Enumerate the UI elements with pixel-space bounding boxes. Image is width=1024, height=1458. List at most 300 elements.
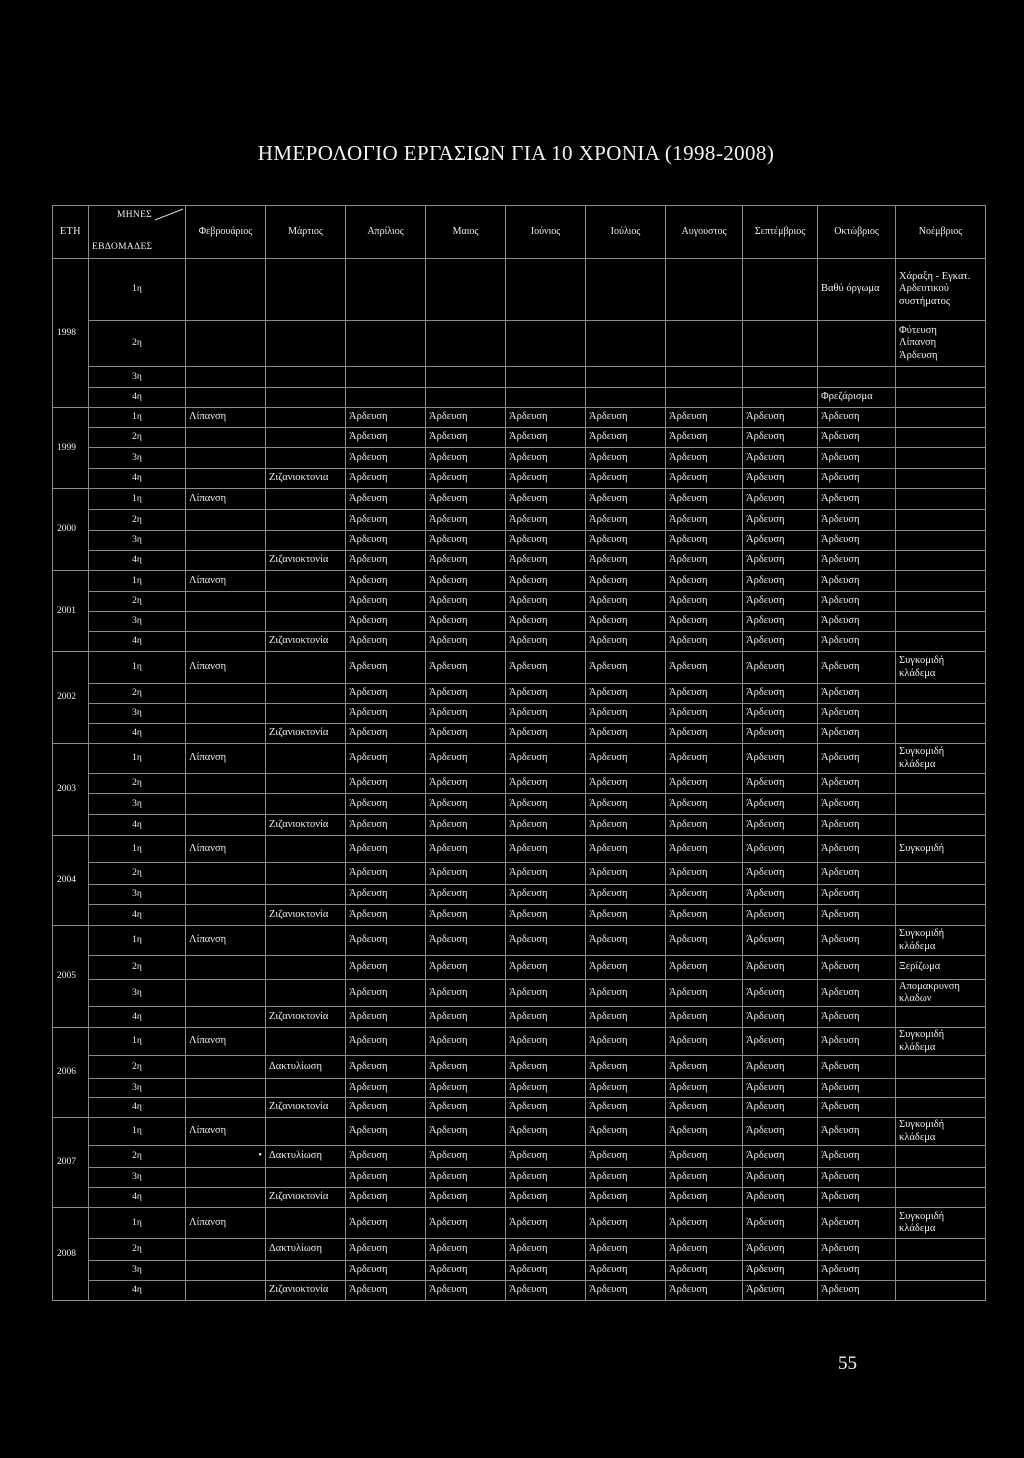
table-cell: Άρδευση [818, 408, 896, 428]
week-label: 1η [89, 408, 186, 428]
table-cell: Ζιζανιοκτονία [266, 1007, 346, 1028]
table-row [53, 551, 986, 571]
table-cell: Άρδευση [346, 612, 426, 632]
table-cell: Άρδευση [506, 744, 586, 774]
table-cell [896, 1239, 986, 1261]
table-cell [186, 724, 266, 744]
table-cell: Άρδευση [743, 980, 818, 1007]
table-cell [266, 926, 346, 956]
table-cell [896, 704, 986, 724]
table-cell: Άρδευση [346, 1118, 426, 1146]
table-cell [743, 367, 818, 388]
months-header-label: ΜΗΝΕΣ [117, 210, 153, 220]
table-cell: Άρδευση [426, 531, 506, 551]
table-cell: Άρδευση [818, 724, 896, 744]
table-cell: Άρδευση [506, 1118, 586, 1146]
table-cell: Άρδευση [506, 863, 586, 885]
table-row [53, 612, 986, 632]
table-cell: Άρδευση [666, 428, 743, 448]
table-cell: Άρδευση [426, 1056, 506, 1079]
table-cell: Άρδευση [346, 863, 426, 885]
page-number: 55 [838, 1353, 857, 1374]
table-cell: Άρδευση [743, 885, 818, 905]
table-cell: Άρδευση [346, 905, 426, 926]
table-cell: Άρδευση [743, 1146, 818, 1168]
table-cell [896, 1098, 986, 1118]
table-cell: Άρδευση [506, 1098, 586, 1118]
table-cell: Ζιζανιοκτονία [266, 551, 346, 571]
table-cell [186, 956, 266, 980]
table-cell [266, 980, 346, 1007]
table-cell: Άρδευση [586, 926, 666, 956]
year-label: 2001 [53, 571, 89, 652]
table-cell: Άρδευση [818, 836, 896, 863]
table-cell: Άρδευση [818, 1007, 896, 1028]
table-cell [896, 367, 986, 388]
week-label: 1η [89, 1208, 186, 1239]
table-cell: Άρδευση [426, 926, 506, 956]
table-cell: Άρδευση [586, 1188, 666, 1208]
week-label: 3η [89, 980, 186, 1007]
table-cell [186, 612, 266, 632]
table-cell: Άρδευση [426, 885, 506, 905]
table-body [53, 259, 986, 1301]
table-cell: Άρδευση [506, 489, 586, 510]
table-cell: Άρδευση [666, 836, 743, 863]
table-cell [896, 510, 986, 531]
table-cell [186, 510, 266, 531]
table-cell: Συγκομιδή κλάδεμα [896, 926, 986, 956]
table-cell [186, 592, 266, 612]
table-cell [266, 885, 346, 905]
table-cell: Άρδευση [506, 1281, 586, 1301]
table-cell: Συγκομιδή κλάδεμα [896, 652, 986, 684]
table-cell [896, 632, 986, 652]
table-cell: Άρδευση [586, 836, 666, 863]
table-cell: Λίπανση [186, 652, 266, 684]
table-cell [266, 612, 346, 632]
table-cell: Άρδευση [426, 774, 506, 794]
table-cell: Άρδευση [666, 1168, 743, 1188]
table-cell [346, 321, 426, 367]
table-cell [186, 632, 266, 652]
table-cell [346, 388, 426, 408]
table-cell: Άρδευση [818, 794, 896, 815]
table-cell: Άρδευση [506, 704, 586, 724]
table-cell: Άρδευση [346, 1079, 426, 1098]
table-row [53, 684, 986, 704]
table-cell [818, 367, 896, 388]
table-cell: Συγκομιδή [896, 836, 986, 863]
year-label: 2002 [53, 652, 89, 744]
table-cell [896, 1056, 986, 1079]
table-row [53, 408, 986, 428]
table-cell: Άρδευση [666, 632, 743, 652]
table-cell: Άρδευση [506, 408, 586, 428]
table-cell: Άρδευση [666, 885, 743, 905]
table-cell [186, 551, 266, 571]
table-row [53, 259, 986, 321]
table-cell: Άρδευση [586, 1079, 666, 1098]
table-cell: Άρδευση [818, 531, 896, 551]
table-cell [506, 388, 586, 408]
table-cell [346, 259, 426, 321]
table-cell: Άρδευση [506, 510, 586, 531]
table-cell: Άρδευση [586, 1239, 666, 1261]
table-cell: Άρδευση [346, 469, 426, 489]
table-cell: Άρδευση [666, 926, 743, 956]
week-label: 1η [89, 652, 186, 684]
table-cell: Άρδευση [506, 448, 586, 469]
table-row [53, 863, 986, 885]
year-label: 2007 [53, 1118, 89, 1208]
month-header-jul: Ιούλιος [586, 206, 666, 259]
table-cell: Άρδευση [666, 1079, 743, 1098]
table-cell: Άρδευση [346, 489, 426, 510]
table-cell: Άρδευση [426, 1239, 506, 1261]
table-cell: Άρδευση [743, 704, 818, 724]
table-cell [186, 428, 266, 448]
month-header-apr: Απρίλιος [346, 206, 426, 259]
table-cell: Άρδευση [346, 836, 426, 863]
table-cell: Άρδευση [666, 1281, 743, 1301]
table-cell: Άρδευση [346, 704, 426, 724]
table-row [53, 1007, 986, 1028]
table-cell: Άρδευση [743, 836, 818, 863]
table-cell: Άρδευση [743, 612, 818, 632]
table-cell: Άρδευση [818, 956, 896, 980]
table-cell [266, 794, 346, 815]
table-cell: Άρδευση [743, 815, 818, 836]
table-cell: Άρδευση [426, 469, 506, 489]
table-cell: Άρδευση [743, 571, 818, 592]
table-cell: Άρδευση [666, 815, 743, 836]
table-cell [186, 531, 266, 551]
table-cell: Άρδευση [346, 1281, 426, 1301]
table-cell: Λίπανση [186, 489, 266, 510]
table-cell: Άρδευση [586, 652, 666, 684]
year-label: 2006 [53, 1028, 89, 1118]
table-cell: Άρδευση [743, 1208, 818, 1239]
week-label: 4η [89, 905, 186, 926]
table-cell: Άρδευση [346, 1261, 426, 1281]
week-label: 1η [89, 571, 186, 592]
table-cell: Άρδευση [586, 1098, 666, 1118]
table-row [53, 1056, 986, 1079]
table-cell: Άρδευση [818, 510, 896, 531]
week-label: 2η [89, 321, 186, 367]
table-cell: Άρδευση [666, 531, 743, 551]
table-cell [896, 863, 986, 885]
table-cell: Άρδευση [506, 551, 586, 571]
table-cell: Ζιζανιοκτονια [266, 469, 346, 489]
table-cell: Άρδευση [426, 684, 506, 704]
table-row [53, 571, 986, 592]
table-cell [186, 1098, 266, 1118]
table-cell [896, 571, 986, 592]
table-cell [186, 684, 266, 704]
table-cell: Άρδευση [666, 1118, 743, 1146]
month-header-oct: Οκτώβριος [818, 206, 896, 259]
table-cell: Άρδευση [346, 1146, 426, 1168]
table-cell [426, 259, 506, 321]
week-label: 4η [89, 815, 186, 836]
table-cell: Συγκομιδή κλάδεμα [896, 1118, 986, 1146]
table-cell [266, 1261, 346, 1281]
table-cell: Άρδευση [743, 428, 818, 448]
table-cell [896, 1188, 986, 1208]
table-cell: Άρδευση [818, 815, 896, 836]
table-cell [186, 1261, 266, 1281]
table-cell: Άρδευση [426, 1079, 506, 1098]
table-cell: Λίπανση [186, 408, 266, 428]
table-cell: Άρδευση [818, 1261, 896, 1281]
table-cell: Άρδευση [743, 632, 818, 652]
table-row [53, 744, 986, 774]
table-cell: Άρδευση [586, 863, 666, 885]
table-cell: Άρδευση [506, 815, 586, 836]
table-cell: Άρδευση [818, 1056, 896, 1079]
table-cell: Άρδευση [818, 551, 896, 571]
table-row [53, 1146, 986, 1168]
table-cell [266, 1079, 346, 1098]
table-cell [266, 408, 346, 428]
table-cell [818, 321, 896, 367]
table-cell: Άρδευση [818, 1208, 896, 1239]
table-row [53, 815, 986, 836]
week-label: 2η [89, 428, 186, 448]
table-cell [896, 1007, 986, 1028]
table-row [53, 980, 986, 1007]
table-cell: Άρδευση [506, 885, 586, 905]
table-cell: Άρδευση [666, 1028, 743, 1056]
table-cell: Άρδευση [666, 956, 743, 980]
table-cell: Άρδευση [346, 571, 426, 592]
table-cell: Άρδευση [818, 1239, 896, 1261]
table-cell: Ζιζανιοκτονία [266, 632, 346, 652]
table-cell: Άρδευση [818, 1188, 896, 1208]
table-cell [896, 592, 986, 612]
table-cell: Άρδευση [666, 510, 743, 531]
table-cell [506, 367, 586, 388]
table-cell: Ξερίζωμα [896, 956, 986, 980]
week-label: 2η [89, 684, 186, 704]
table-cell [896, 448, 986, 469]
table-cell: Άρδευση [818, 428, 896, 448]
table-cell [266, 652, 346, 684]
table-cell: Άρδευση [666, 1208, 743, 1239]
table-cell: Άρδευση [818, 1168, 896, 1188]
table-cell: Άρδευση [586, 724, 666, 744]
month-header-feb: Φεβρουάριος [186, 206, 266, 259]
year-label: 2008 [53, 1208, 89, 1301]
table-row [53, 428, 986, 448]
table-cell: Άρδευση [818, 1118, 896, 1146]
table-cell [266, 367, 346, 388]
table-cell [266, 321, 346, 367]
table-cell [186, 1079, 266, 1098]
table-cell: Άρδευση [586, 1261, 666, 1281]
table-cell: Άρδευση [346, 408, 426, 428]
table-cell: Άρδευση [586, 885, 666, 905]
table-cell: Άρδευση [426, 1188, 506, 1208]
table-cell: Άρδευση [666, 469, 743, 489]
table-cell: Άρδευση [666, 1007, 743, 1028]
table-cell: Άρδευση [743, 1028, 818, 1056]
year-label: 2000 [53, 489, 89, 571]
table-cell: Άρδευση [506, 836, 586, 863]
table-cell: Λίπανση [186, 1118, 266, 1146]
table-cell: Άρδευση [743, 592, 818, 612]
table-cell [186, 815, 266, 836]
table-cell: Άρδευση [818, 684, 896, 704]
table-cell: Άρδευση [506, 1208, 586, 1239]
table-cell: Άρδευση [818, 885, 896, 905]
table-cell: Άρδευση [743, 774, 818, 794]
table-cell: Άρδευση [346, 632, 426, 652]
table-cell: Άρδευση [506, 794, 586, 815]
table-cell: Άρδευση [426, 1146, 506, 1168]
table-cell: Άρδευση [586, 794, 666, 815]
table-cell [896, 469, 986, 489]
table-cell: Άρδευση [666, 448, 743, 469]
table-cell: Άρδευση [666, 571, 743, 592]
table-cell [186, 1281, 266, 1301]
table-cell: Άρδευση [506, 632, 586, 652]
table-cell [896, 1146, 986, 1168]
table-cell: Άρδευση [818, 489, 896, 510]
table-cell [186, 469, 266, 489]
week-label: 3η [89, 794, 186, 815]
table-cell: Άρδευση [426, 551, 506, 571]
table-cell: Άρδευση [586, 632, 666, 652]
month-header-mar: Μάρτιος [266, 206, 346, 259]
table-cell: Λίπανση [186, 926, 266, 956]
table-cell: Άρδευση [743, 489, 818, 510]
table-cell: Άρδευση [426, 448, 506, 469]
table-cell: Άρδευση [586, 980, 666, 1007]
table-cell: Άρδευση [818, 592, 896, 612]
table-cell: Συγκομιδή κλάδεμα [896, 744, 986, 774]
table-cell [186, 259, 266, 321]
table-cell: Άρδευση [426, 1028, 506, 1056]
table-cell: Άρδευση [506, 1079, 586, 1098]
table-cell: Άρδευση [818, 1146, 896, 1168]
table-cell: Άρδευση [743, 551, 818, 571]
table-cell: Άρδευση [586, 592, 666, 612]
table-cell: Άρδευση [346, 652, 426, 684]
table-cell: Άρδευση [586, 774, 666, 794]
table-cell: Άρδευση [506, 684, 586, 704]
month-header-may: Μαιος [426, 206, 506, 259]
table-cell [896, 1079, 986, 1098]
table-cell: Άρδευση [586, 1146, 666, 1168]
table-cell [896, 489, 986, 510]
table-cell: Λίπανση [186, 1028, 266, 1056]
table-cell [186, 980, 266, 1007]
table-cell: Άρδευση [818, 1079, 896, 1098]
table-row [53, 774, 986, 794]
week-label: 2η [89, 1056, 186, 1079]
table-cell: Άρδευση [666, 1146, 743, 1168]
table-cell: Άρδευση [346, 1208, 426, 1239]
table-cell: Ζιζανιοκτονία [266, 815, 346, 836]
table-cell: Άρδευση [743, 1079, 818, 1098]
table-cell: Άρδευση [666, 704, 743, 724]
table-row [53, 1079, 986, 1098]
table-row [53, 1208, 986, 1239]
month-header-jun: Ιούνιος [506, 206, 586, 259]
table-cell [266, 863, 346, 885]
table-row [53, 321, 986, 367]
table-cell [266, 774, 346, 794]
years-column-header: ΕΤΗ [53, 206, 89, 259]
table-cell [896, 684, 986, 704]
table-cell [586, 388, 666, 408]
table-cell: Άρδευση [586, 815, 666, 836]
table-cell: Άρδευση [426, 956, 506, 980]
table-cell: Άρδευση [506, 469, 586, 489]
table-cell: Άρδευση [666, 794, 743, 815]
table-cell: Άρδευση [666, 1188, 743, 1208]
table-cell [666, 367, 743, 388]
table-cell: Άρδευση [586, 744, 666, 774]
table-cell: Άρδευση [666, 408, 743, 428]
table-cell [896, 1281, 986, 1301]
table-cell: Άρδευση [666, 774, 743, 794]
table-cell: Άρδευση [426, 1007, 506, 1028]
table-cell: Άρδευση [586, 571, 666, 592]
table-cell: Άρδευση [426, 652, 506, 684]
table-cell [426, 388, 506, 408]
table-cell: Άρδευση [346, 794, 426, 815]
table-cell [186, 905, 266, 926]
table-cell: Άρδευση [743, 1261, 818, 1281]
table-cell: Άρδευση [586, 704, 666, 724]
table-cell: Άρδευση [506, 980, 586, 1007]
table-cell: Άρδευση [743, 1239, 818, 1261]
table-cell: Άρδευση [506, 1168, 586, 1188]
table-cell: Άρδευση [346, 956, 426, 980]
table-cell [186, 794, 266, 815]
table-cell: Δακτυλίωση [266, 1146, 346, 1168]
table-cell [186, 367, 266, 388]
table-row [53, 510, 986, 531]
week-label: 3η [89, 1168, 186, 1188]
table-cell: Άρδευση [506, 1188, 586, 1208]
table-cell [426, 367, 506, 388]
table-cell: Δακτυλίωση [266, 1239, 346, 1261]
table-cell: Άρδευση [586, 1168, 666, 1188]
table-cell: Άρδευση [506, 926, 586, 956]
table-cell: Άρδευση [346, 684, 426, 704]
table-cell: Άρδευση [666, 1098, 743, 1118]
table-cell: Άρδευση [346, 1098, 426, 1118]
table-cell: Άρδευση [346, 724, 426, 744]
table-cell [896, 531, 986, 551]
table-row [53, 885, 986, 905]
table-row [53, 1028, 986, 1056]
table-cell [896, 905, 986, 926]
table-cell [266, 448, 346, 469]
table-row [53, 836, 986, 863]
table-cell: Άρδευση [426, 863, 506, 885]
table-cell [896, 428, 986, 448]
week-label: 4η [89, 1281, 186, 1301]
week-label: 1η [89, 926, 186, 956]
week-label: 3η [89, 704, 186, 724]
table-cell: Άρδευση [743, 684, 818, 704]
